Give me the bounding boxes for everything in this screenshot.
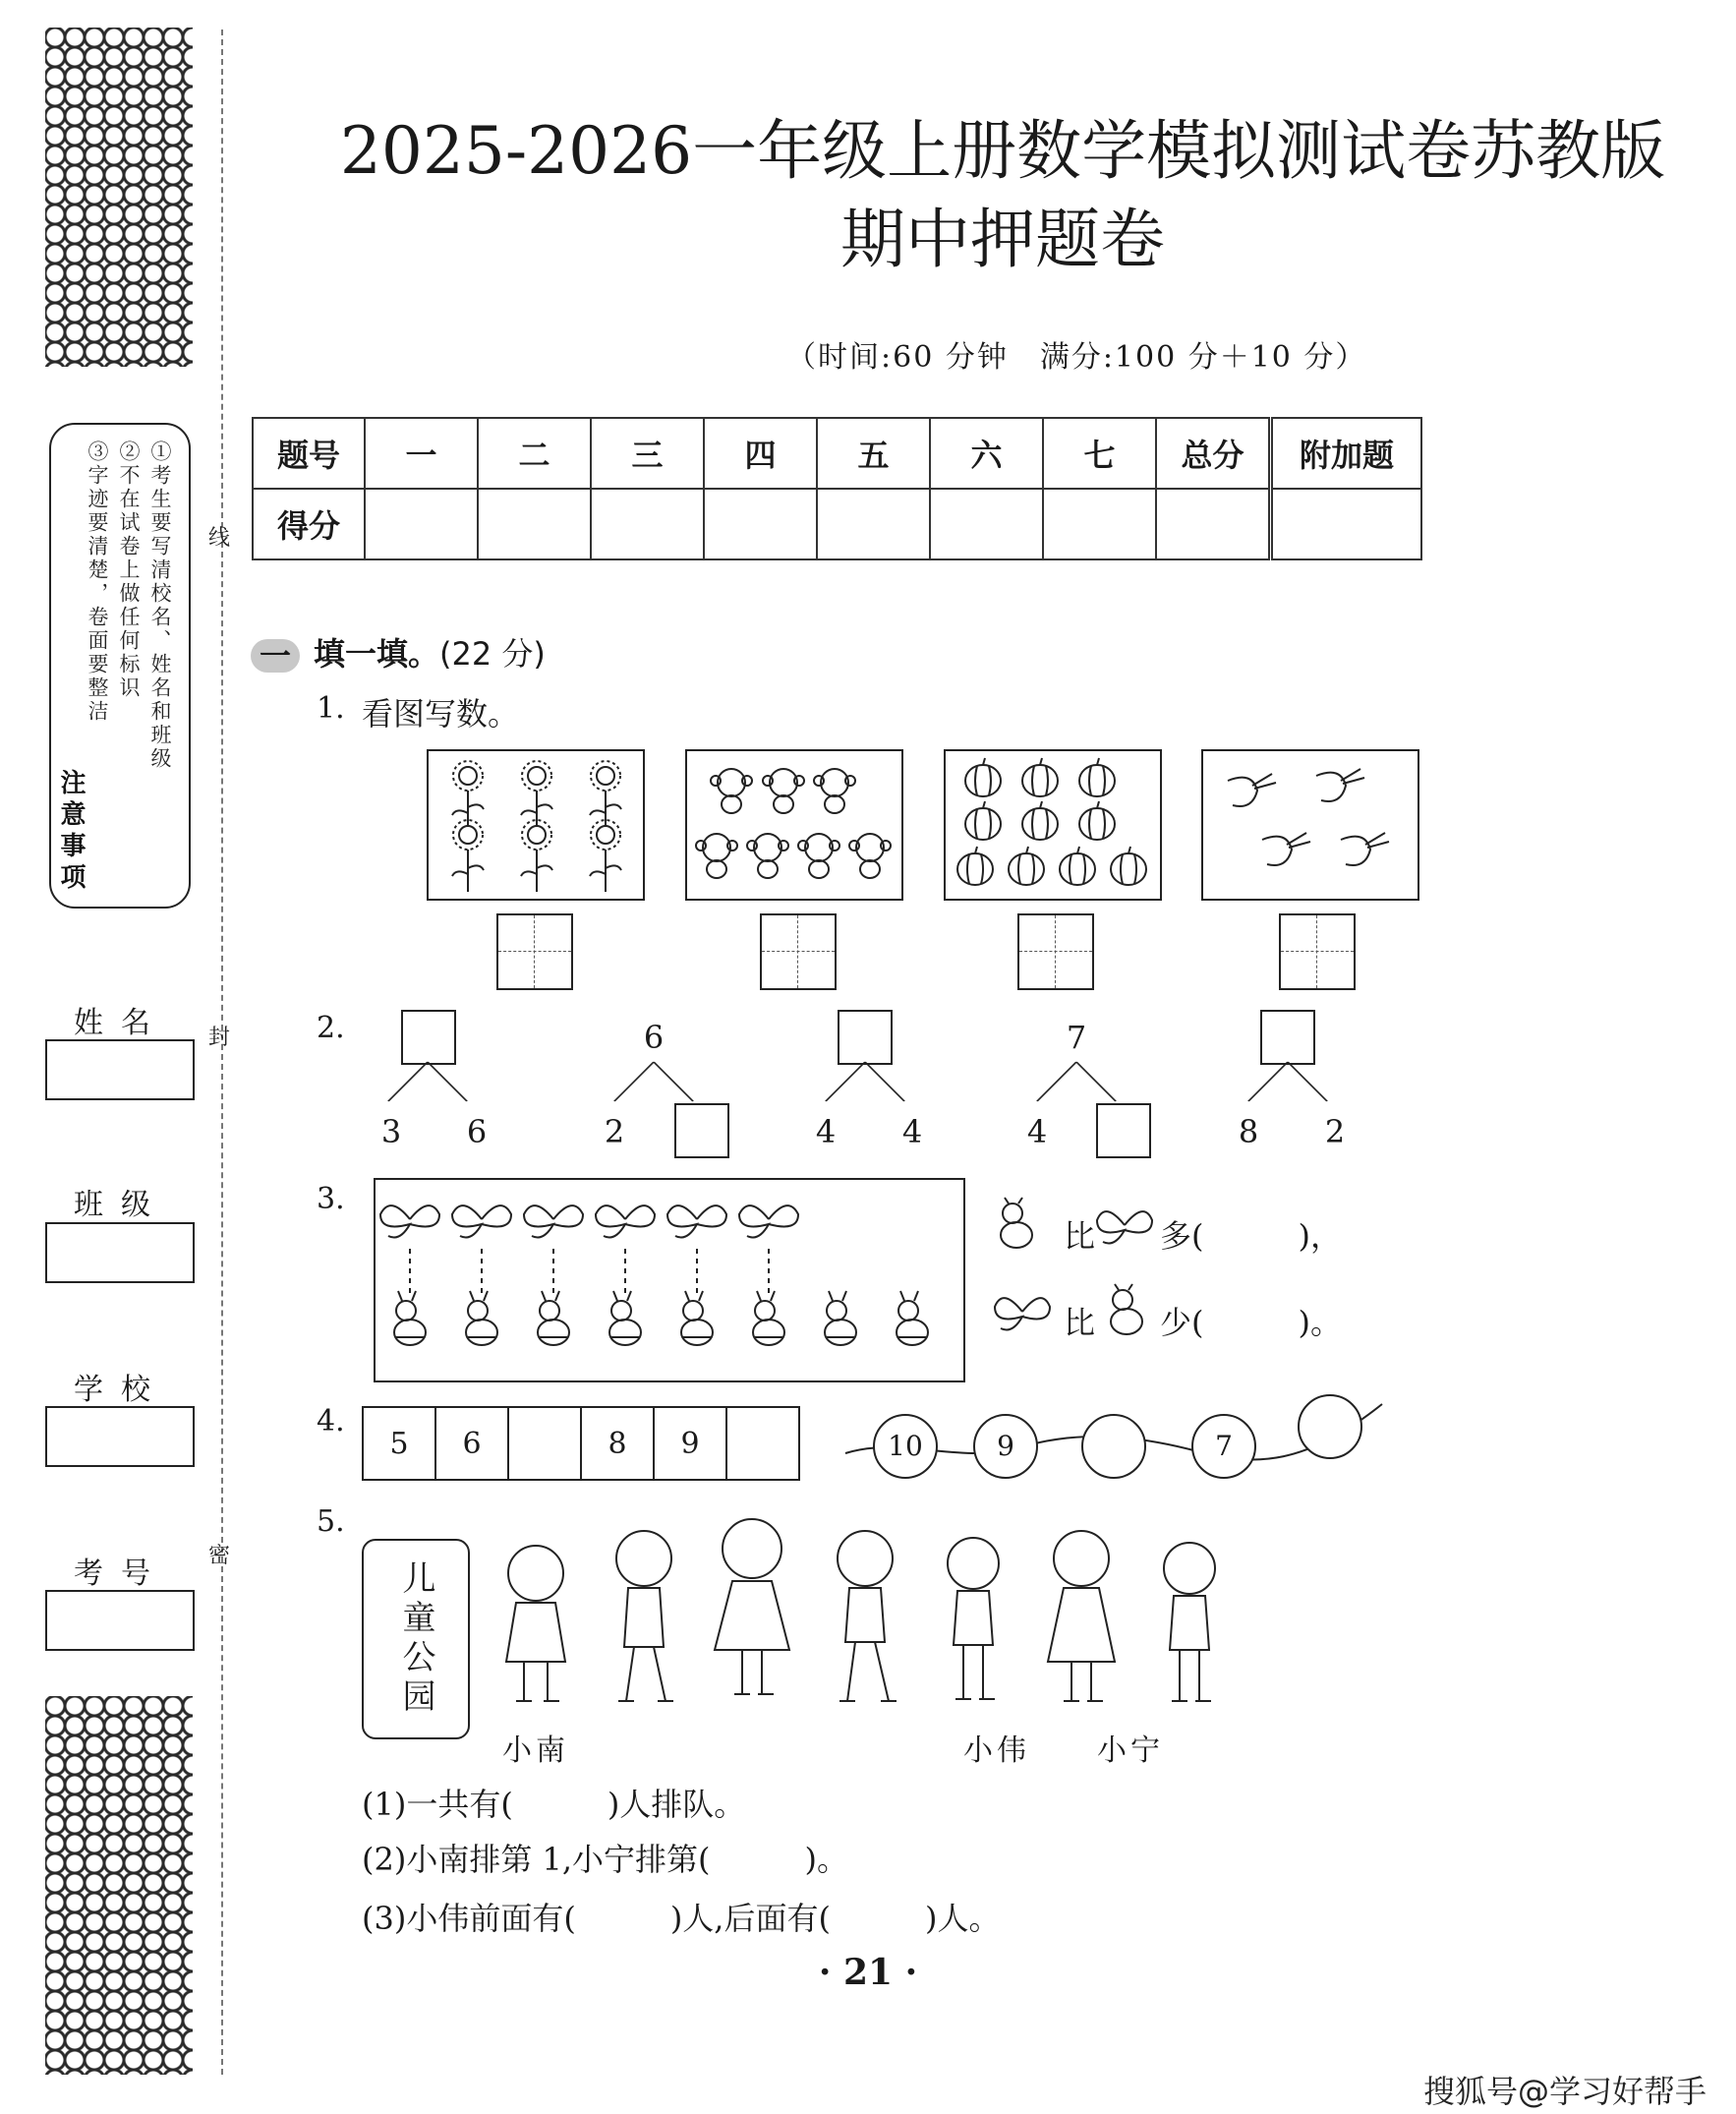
answer-box[interactable] <box>1260 1010 1315 1065</box>
q1-number: 1. <box>317 691 345 726</box>
notice-item-1: ①考生要写清校名、姓名和班级 <box>148 440 172 771</box>
score-table <box>252 417 1422 560</box>
exam-no-label: 考号 <box>74 1556 168 1591</box>
binding-char-feng: 封 <box>208 1026 231 1050</box>
bond-value: 8 <box>1238 1113 1259 1150</box>
decorative-pattern-bottom <box>45 1696 193 2075</box>
page-number: · 21 · <box>818 1952 918 1993</box>
q1-text: 看图写数。 <box>362 695 520 733</box>
score-cell[interactable] <box>817 489 930 559</box>
answer-box[interactable] <box>496 913 573 990</box>
bond-value: 2 <box>1324 1113 1346 1150</box>
butterfly-icon <box>993 1284 1052 1339</box>
binding-line <box>221 29 223 2075</box>
name-label: 姓名 <box>74 1006 168 1040</box>
bond-value: 6 <box>643 1019 665 1056</box>
exam-meta: （时间:60 分钟 满分:100 分＋10 分） <box>786 340 1367 375</box>
score-header-cell: 二 <box>478 418 591 489</box>
bead-circle: 9 <box>973 1414 1038 1479</box>
answer-box[interactable] <box>1279 913 1356 990</box>
bond-value: 4 <box>815 1113 837 1150</box>
score-cell[interactable] <box>478 489 591 559</box>
butterfly-icon <box>376 1180 963 1380</box>
kid-name-xiaoning: 小宁 <box>1097 1733 1164 1768</box>
bead-circle-blank[interactable] <box>1298 1394 1362 1459</box>
q5-sub-question-1: (1)一共有( )人排队。 <box>362 1786 746 1823</box>
bond-value: 3 <box>380 1113 402 1150</box>
binding-char-mi: 密 <box>208 1544 231 1568</box>
school-label: 学校 <box>74 1373 168 1407</box>
sequence-cell: 9 <box>654 1407 726 1480</box>
score-header-cell: 题号 <box>253 418 365 489</box>
picture-shrimps <box>1201 749 1419 901</box>
bond-value: 4 <box>1026 1113 1048 1150</box>
sequence-cell: 8 <box>581 1407 654 1480</box>
score-cell[interactable] <box>704 489 817 559</box>
score-header-cell: 附加题 <box>1271 418 1422 489</box>
bead-circle: 7 <box>1191 1414 1256 1479</box>
monkey-icon <box>687 751 901 899</box>
section-badge: 一 <box>251 639 300 673</box>
notice-item-2: ②不在试卷上做任何标识 <box>117 440 141 700</box>
score-cell[interactable] <box>1271 489 1422 559</box>
score-header-cell: 五 <box>817 418 930 489</box>
score-cell[interactable] <box>365 489 478 559</box>
sequence-cell: 6 <box>435 1407 508 1480</box>
name-field[interactable] <box>45 1039 195 1100</box>
score-header-cell: 一 <box>365 418 478 489</box>
sunflower-icon <box>429 751 643 899</box>
q4-number: 4. <box>317 1404 345 1439</box>
q3-number: 3. <box>317 1182 345 1216</box>
pumpkin-icon <box>946 751 1160 899</box>
section-1-heading <box>251 629 546 675</box>
bead-circle-blank[interactable] <box>1081 1414 1146 1479</box>
number-sequence <box>362 1406 800 1481</box>
answer-box[interactable] <box>838 1010 893 1065</box>
picture-pumpkins <box>944 749 1162 901</box>
shrimp-icon <box>1203 751 1418 899</box>
answer-box[interactable] <box>401 1010 456 1065</box>
class-label: 班级 <box>74 1188 168 1222</box>
notice-item-3: ③字迹要清楚，卷面要整洁 <box>86 440 109 724</box>
bee-icon <box>995 1198 1038 1253</box>
watermark: 搜狐号@学习好帮手 <box>1422 2073 1707 2110</box>
bond-value: 4 <box>901 1113 923 1150</box>
score-header-cell: 总分 <box>1156 418 1271 489</box>
q3-compare-word: 比 <box>1064 1304 1096 1341</box>
class-field[interactable] <box>45 1222 195 1283</box>
q5-sub-question-2: (2)小南排第 1,小宁排第( )。 <box>362 1841 849 1878</box>
score-header-row <box>253 418 1421 489</box>
notice-box <box>49 423 191 909</box>
picture-monkeys <box>685 749 903 901</box>
bond-value: 6 <box>466 1113 488 1150</box>
score-cell[interactable] <box>1043 489 1156 559</box>
score-header-cell: 四 <box>704 418 817 489</box>
binding-char-xian: 线 <box>208 526 231 551</box>
kid-name-xiaowei: 小伟 <box>963 1733 1030 1768</box>
butterfly-bee-picture <box>374 1178 965 1382</box>
bee-icon <box>1105 1284 1148 1339</box>
notice-title: 注意事项 <box>56 769 86 895</box>
section-points: (22 分) <box>439 635 546 673</box>
section-title: 填一填。 <box>314 635 440 673</box>
picture-sunflowers <box>427 749 645 901</box>
page-title: 2025-2026一年级上册数学模拟测试卷苏教版 <box>339 113 1666 189</box>
q3-answer-1: 多( )， <box>1160 1217 1342 1255</box>
q2-number: 2. <box>317 1011 345 1045</box>
score-cell[interactable] <box>591 489 704 559</box>
answer-box[interactable] <box>674 1103 729 1158</box>
answer-box[interactable] <box>760 913 837 990</box>
sequence-cell-blank[interactable] <box>726 1407 799 1480</box>
bond-value: 2 <box>604 1113 625 1150</box>
score-cell[interactable] <box>1156 489 1271 559</box>
sequence-cell: 5 <box>363 1407 435 1480</box>
sequence-cell-blank[interactable] <box>508 1407 581 1480</box>
exam-no-field[interactable] <box>45 1590 195 1651</box>
butterfly-icon <box>1095 1198 1154 1253</box>
park-sign: 儿童公园 <box>362 1539 470 1739</box>
score-cell[interactable] <box>930 489 1043 559</box>
score-header-cell: 六 <box>930 418 1043 489</box>
score-row-label: 得分 <box>253 489 365 559</box>
decorative-pattern-top <box>45 28 193 367</box>
score-header-cell: 七 <box>1043 418 1156 489</box>
bond-value: 7 <box>1066 1019 1087 1056</box>
q5-sub-question-3: (3)小伟前面有( )人,后面有( )人。 <box>362 1900 1001 1937</box>
kid-name-xiaonan: 小南 <box>502 1733 569 1768</box>
school-field[interactable] <box>45 1406 195 1467</box>
children-queue-illustration <box>482 1504 1327 1731</box>
q3-answer-2: 少( )。 <box>1160 1304 1342 1341</box>
bead-circle: 10 <box>873 1414 938 1479</box>
q5-number: 5. <box>317 1504 345 1539</box>
q3-compare-word: 比 <box>1064 1217 1096 1255</box>
score-value-row <box>253 489 1421 559</box>
answer-box[interactable] <box>1017 913 1094 990</box>
answer-box[interactable] <box>1096 1103 1151 1158</box>
score-header-cell: 三 <box>591 418 704 489</box>
page-subtitle: 期中押题卷 <box>840 202 1165 277</box>
